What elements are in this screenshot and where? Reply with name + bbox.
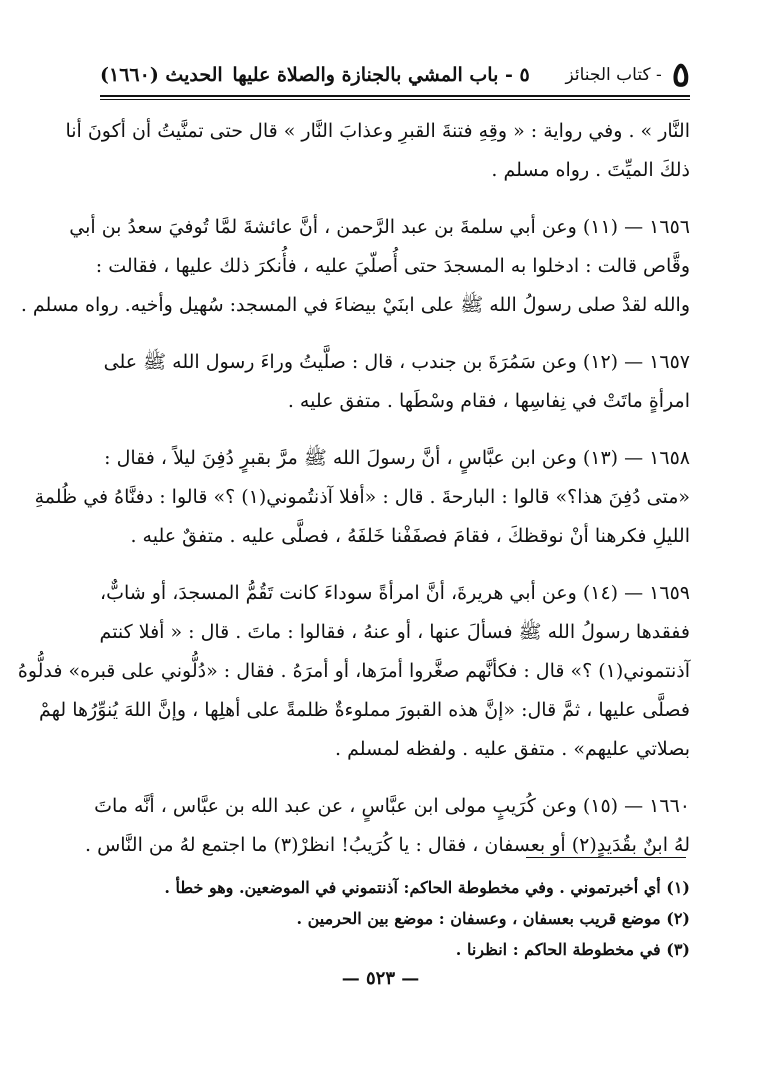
section-number: ٥: [671, 55, 690, 95]
text-line: «متى دُفِنَ هذا؟» قالوا : البارحةَ . قال : «أفلا آذنتُموني(١) ؟» قالوا : دفنَّاهُ في ظُلمةِ: [34, 486, 690, 508]
hadith-reference: الحديث (١٦٦٠): [100, 64, 223, 86]
text-line: ففقدها رسولُ الله ﷺ فسألَ عنها ، أو عنهُ ، فقالوا : ماتَ . قال : « أفلا كنتم: [99, 621, 690, 643]
hadith-1657-line: ١٦٥٧ — (١٢) وعن سَمُرَةَ بن جندب ، قال : صلَّيتُ وراءَ رسول الله ﷺ على: [103, 351, 690, 373]
text-line: آذنتموني(١) ؟» قال : فكأنَّهم صغَّروا أمرَها، أو أمرَهُ . فقال : «دُلُّوني على قبره» فدلُّوهُ: [17, 660, 690, 682]
text-line: لهُ ابنٌ بقُدَيدٍ(٢) أو بعسفان ، فقال : يا كُرَيبُ! انظرْ(٣) ما اجتمع لهُ من النَّاس .: [85, 834, 690, 856]
chapter-title: ٥ - باب المشي بالجنازة والصلاة عليها: [232, 64, 530, 86]
text-line: الليلِ فكرهنا أنْ نوقظكَ ، فقامَ فصفَفْنا خَلفَهُ ، فصلَّى عليه . متفقٌ عليه .: [130, 525, 690, 547]
footnote: (٢) موضع قريب بعسفان ، وعسفان : موضع بين الحرمين .: [296, 909, 690, 928]
text-line: وقَّاص قالت : ادخلوا به المسجدَ حتى أُصلّيَ عليه ، فأُنكرَ ذلك عليها ، فقالت :: [95, 255, 690, 277]
text-line: بصلاتي عليهم» . متفق عليه . ولفظه لمسلم .: [335, 738, 690, 760]
hadith-1658-line: ١٦٥٨ — (١٣) وعن ابن عبَّاسٍ ، أنَّ رسولَ الله ﷺ مرَّ بقبرٍ دُفِنَ ليلاً ، فقال :: [104, 447, 690, 469]
hadith-1660-line: ١٦٦٠ — (١٥) وعن كُرَيبٍ مولى ابن عبَّاسٍ ، عن عبد الله بن عبَّاس ، أنَّه ماتَ: [94, 795, 690, 817]
text-line: النَّار » . وفي رواية : « وقِهِ فتنةَ القبرِ وعذابَ النَّار » قال حتى تمنَّيتُ أن أكونَ أنا: [65, 120, 690, 142]
footnote: (٣) في مخطوطة الحاكم : انظرنا .: [455, 940, 690, 959]
page-number: — ٥٢٣ —: [341, 968, 420, 989]
book-title: - كتاب الجنائز: [565, 65, 662, 85]
text-line: امرأةٍ ماتَتْ في نِفاسِها ، فقام وسْطَها . متفق عليه .: [287, 390, 690, 412]
footnote: (١) أي أخبرتموني . وفي مخطوطة الحاكم: آذنتموني في الموضعين. وهو خطأ .: [164, 878, 690, 897]
hadith-1659-line: ١٦٥٩ — (١٤) وعن أبي هريرةَ، أنَّ امرأةً سوداءَ كانت تَقُمُّ المسجدَ، أو شابٌّ،: [99, 582, 690, 604]
text-line: والله لقدْ صلى رسولُ الله ﷺ على ابنَيْ بيضاءَ في المسجد: سُهيل وأخيه. رواه مسلم .: [20, 294, 690, 316]
text-line: ذلكَ الميِّتَ . رواه مسلم .: [491, 159, 690, 181]
footnote-rule: [526, 857, 686, 858]
hadith-1656-line: ١٦٥٦ — (١١) وعن أبي سلمةَ بن عبد الرَّحمن ، أنَّ عائشةَ لمَّا تُوفيَ سعدُ بن أبي: [69, 216, 690, 238]
page-header: [100, 55, 690, 95]
body-text: [17, 112, 690, 865]
text-line: فصلَّى عليها ، ثمَّ قال: «إنَّ هذه القبورَ مملوءةٌ ظلمةً على أهلِها ، وإنَّ اللهَ يُنوِّرُها لهمْ: [38, 699, 690, 721]
header-rule-thin: [100, 99, 690, 100]
footnotes: [164, 872, 690, 965]
header-rule: [100, 95, 690, 97]
